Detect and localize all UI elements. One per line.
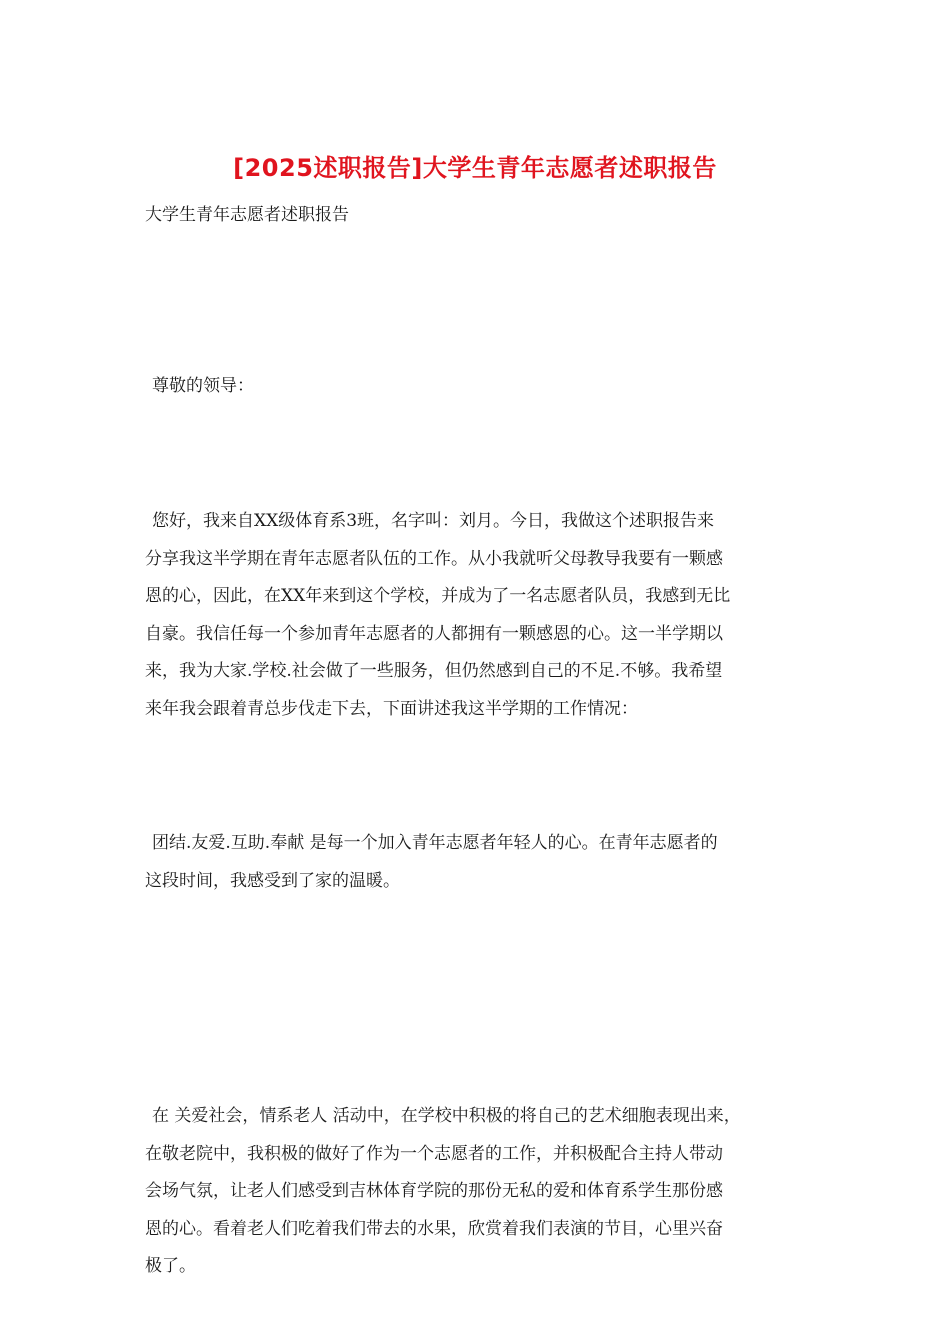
paragraph-line: 来，我为大家.学校.社会做了一些服务，但仍然感到自己的不足.不够。我希望 [145,661,723,681]
paragraph-line: 极了。 [145,1256,196,1276]
paragraph-line: 恩的心，因此，在XX年来到这个学校，并成为了一名志愿者队员，我感到无比 [145,586,731,606]
salutation: 尊敬的领导： [152,376,254,396]
document-subtitle: 大学生青年志愿者述职报告 [145,205,349,225]
paragraph-line: 分享我这半学期在青年志愿者队伍的工作。从小我就听父母教导我要有一颗感 [145,548,723,569]
paragraph-line: 您好，我来自XX级体育系3班，名字叫：刘月。今日，我做这个述职报告来 [152,511,715,531]
paragraph-line: 在敬老院中，我积极的做好了作为一个志愿者的工作，并积极配合主持人带动 [145,1143,723,1164]
paragraph-line: 自豪。我信任每一个参加青年志愿者的人都拥有一颗感恩的心。这一半学期以 [145,623,723,644]
paragraph-line: 恩的心。看着老人们吃着我们带去的水果，欣赏着我们表演的节目，心里兴奋 [145,1218,723,1239]
paragraph-line: 团结.友爱.互助.奉献 是每一个加入青年志愿者年轻人的心。在青年志愿者的 [152,833,718,853]
paragraph-line: 会场气氛，让老人们感受到吉林体育学院的那份无私的爱和体育系学生那份感 [145,1181,723,1201]
paragraph-line: 这段时间，我感受到了家的温暖。 [145,870,400,891]
paragraph-unity [145,825,815,900]
document-title: [2025述职报告]大学生青年志愿者述职报告 [233,154,717,182]
paragraph-elderly-care [145,1098,815,1286]
paragraph-line: 在 关爱社会，情系老人 活动中，在学校中积极的将自己的艺术细胞表现出来， [152,1106,741,1126]
paragraph-introduction [145,503,815,728]
paragraph-line: 来年我会跟着青总步伐走下去，下面讲述我这半学期的工作情况： [145,698,638,719]
